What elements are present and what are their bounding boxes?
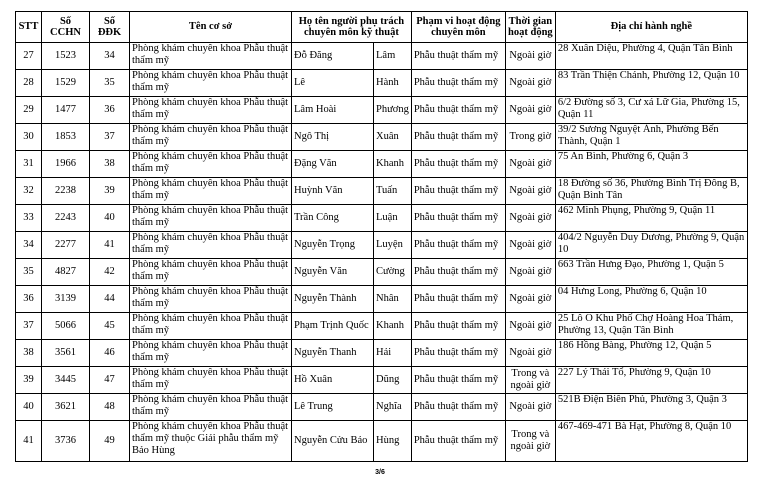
cell-address: 521B Điện Biên Phủ, Phường 3, Quận 3 <box>555 394 747 421</box>
cell-scope: Phẫu thuật thẩm mỹ <box>411 70 505 97</box>
cell-time: Ngoài giờ <box>505 340 555 367</box>
cell-person-first: Dũng <box>374 367 412 394</box>
cell-address: 39/2 Sương Nguyệt Ánh, Phường Bến Thành, Quận 1 <box>555 124 747 151</box>
cell-person-first: Hùng <box>374 421 412 462</box>
cell-facility: Phòng khám chuyên khoa Phẫu thuật thẩm mỹ <box>130 178 292 205</box>
cell-stt: 32 <box>16 178 42 205</box>
cell-ddk: 35 <box>90 70 130 97</box>
cell-stt: 33 <box>16 205 42 232</box>
cell-person-first: Lâm <box>374 43 412 70</box>
cell-ddk: 36 <box>90 97 130 124</box>
cell-facility: Phòng khám chuyên khoa Phẫu thuật thẩm mỹ <box>130 70 292 97</box>
cell-address: 28 Xuân Diệu, Phường 4, Quận Tân Bình <box>555 43 747 70</box>
cell-scope: Phẫu thuật thẩm mỹ <box>411 43 505 70</box>
cell-ddk: 39 <box>90 178 130 205</box>
header-cchn: Số CCHN <box>42 12 90 43</box>
cell-stt: 27 <box>16 43 42 70</box>
table-row <box>16 151 748 178</box>
table-row <box>16 367 748 394</box>
cell-facility: Phòng khám chuyên khoa Phẫu thuật thẩm mỹ thuộc Giải phẫu thẩm mỹ Bảo Hùng <box>130 421 292 462</box>
table-row <box>16 421 748 462</box>
cell-cchn: 1523 <box>42 43 90 70</box>
header-ddk: Số ĐĐK <box>90 12 130 43</box>
cell-stt: 36 <box>16 286 42 313</box>
table-row <box>16 313 748 340</box>
table-row <box>16 259 748 286</box>
cell-person-last: Nguyễn Cửu Bảo <box>292 421 374 462</box>
cell-person-last: Đỗ Đăng <box>292 43 374 70</box>
cell-ddk: 45 <box>90 313 130 340</box>
cell-person-first: Cường <box>374 259 412 286</box>
cell-person-first: Luận <box>374 205 412 232</box>
cell-time: Trong và ngoài giờ <box>505 421 555 462</box>
cell-scope: Phẫu thuật thẩm mỹ <box>411 151 505 178</box>
cell-address: 404/2 Nguyễn Duy Dương, Phường 9, Quận 10 <box>555 232 747 259</box>
cell-cchn: 3561 <box>42 340 90 367</box>
cell-ddk: 49 <box>90 421 130 462</box>
cell-stt: 35 <box>16 259 42 286</box>
cell-cchn: 3621 <box>42 394 90 421</box>
cell-person-first: Xuân <box>374 124 412 151</box>
header-time: Thời gian hoạt động <box>505 12 555 43</box>
cell-facility: Phòng khám chuyên khoa Phẫu thuật thẩm mỹ <box>130 367 292 394</box>
cell-time: Ngoài giờ <box>505 178 555 205</box>
cell-cchn: 1853 <box>42 124 90 151</box>
cell-person-last: Hồ Xuân <box>292 367 374 394</box>
cell-facility: Phòng khám chuyên khoa Phẫu thuật thẩm mỹ <box>130 97 292 124</box>
cell-stt: 41 <box>16 421 42 462</box>
table-row <box>16 205 748 232</box>
cell-person-first: Phương <box>374 97 412 124</box>
cell-person-first: Tuấn <box>374 178 412 205</box>
cell-ddk: 44 <box>90 286 130 313</box>
cell-scope: Phẫu thuật thẩm mỹ <box>411 232 505 259</box>
cell-address: 186 Hồng Bàng, Phường 12, Quận 5 <box>555 340 747 367</box>
cell-ddk: 48 <box>90 394 130 421</box>
cell-person-last: Huỳnh Văn <box>292 178 374 205</box>
cell-time: Ngoài giờ <box>505 232 555 259</box>
cell-ddk: 40 <box>90 205 130 232</box>
table-body <box>16 43 748 462</box>
cell-stt: 40 <box>16 394 42 421</box>
cell-time: Ngoài giờ <box>505 205 555 232</box>
cell-cchn: 1477 <box>42 97 90 124</box>
cell-address: 462 Minh Phụng, Phường 9, Quận 11 <box>555 205 747 232</box>
cell-stt: 37 <box>16 313 42 340</box>
table-row <box>16 178 748 205</box>
cell-ddk: 34 <box>90 43 130 70</box>
cell-address: 227 Lý Thái Tổ, Phường 9, Quận 10 <box>555 367 747 394</box>
cell-time: Trong và ngoài giờ <box>505 367 555 394</box>
table-row <box>16 97 748 124</box>
cell-cchn: 1529 <box>42 70 90 97</box>
header-scope: Phạm vi hoạt động chuyên môn <box>411 12 505 43</box>
table-row <box>16 394 748 421</box>
cell-stt: 39 <box>16 367 42 394</box>
header-stt: STT <box>16 12 42 43</box>
cell-person-last: Lê Trung <box>292 394 374 421</box>
cell-facility: Phòng khám chuyên khoa Phẫu thuật thẩm mỹ <box>130 232 292 259</box>
cell-stt: 28 <box>16 70 42 97</box>
cell-facility: Phòng khám chuyên khoa Phẫu thuật thẩm mỹ <box>130 340 292 367</box>
cell-address: 6/2 Đường số 3, Cư xá Lữ Gia, Phường 15, Quận 11 <box>555 97 747 124</box>
cell-ddk: 42 <box>90 259 130 286</box>
cell-person-last: Đặng Văn <box>292 151 374 178</box>
cell-cchn: 4827 <box>42 259 90 286</box>
cell-person-last: Nguyễn Trọng <box>292 232 374 259</box>
cell-person-first: Nhân <box>374 286 412 313</box>
cell-scope: Phẫu thuật thẩm mỹ <box>411 178 505 205</box>
cell-time: Ngoài giờ <box>505 313 555 340</box>
page-number: 3/6 <box>375 469 385 476</box>
cell-person-last: Lê <box>292 70 374 97</box>
cell-scope: Phẫu thuật thẩm mỹ <box>411 124 505 151</box>
cell-scope: Phẫu thuật thẩm mỹ <box>411 340 505 367</box>
cell-address: 04 Hưng Long, Phường 6, Quận 10 <box>555 286 747 313</box>
cell-scope: Phẫu thuật thẩm mỹ <box>411 394 505 421</box>
cell-ddk: 47 <box>90 367 130 394</box>
header-facility: Tên cơ sở <box>130 12 292 43</box>
header-row <box>16 12 748 43</box>
table-row <box>16 232 748 259</box>
cell-facility: Phòng khám chuyên khoa Phẫu thuật thẩm mỹ <box>130 151 292 178</box>
cell-scope: Phẫu thuật thẩm mỹ <box>411 205 505 232</box>
table-row <box>16 340 748 367</box>
cell-scope: Phẫu thuật thẩm mỹ <box>411 313 505 340</box>
cell-time: Ngoài giờ <box>505 394 555 421</box>
cell-person-last: Nguyễn Thành <box>292 286 374 313</box>
cell-cchn: 3736 <box>42 421 90 462</box>
cell-ddk: 41 <box>90 232 130 259</box>
cell-ddk: 46 <box>90 340 130 367</box>
clinic-table <box>15 11 748 462</box>
header-address: Địa chỉ hành nghề <box>555 12 747 43</box>
cell-time: Ngoài giờ <box>505 70 555 97</box>
cell-address: 18 Đường số 36, Phường Bình Trị Đông B, Quận Bình Tân <box>555 178 747 205</box>
cell-time: Ngoài giờ <box>505 286 555 313</box>
cell-time: Ngoài giờ <box>505 151 555 178</box>
cell-person-first: Luyện <box>374 232 412 259</box>
cell-cchn: 2238 <box>42 178 90 205</box>
cell-person-last: Nguyễn Thanh <box>292 340 374 367</box>
cell-cchn: 2277 <box>42 232 90 259</box>
cell-person-last: Phạm Trịnh Quốc <box>292 313 374 340</box>
cell-address: 75 An Bình, Phường 6, Quận 3 <box>555 151 747 178</box>
cell-cchn: 2243 <box>42 205 90 232</box>
cell-scope: Phẫu thuật thẩm mỹ <box>411 421 505 462</box>
cell-facility: Phòng khám chuyên khoa Phẫu thuật thẩm mỹ <box>130 124 292 151</box>
cell-stt: 31 <box>16 151 42 178</box>
cell-person-first: Nghĩa <box>374 394 412 421</box>
cell-person-first: Khanh <box>374 313 412 340</box>
cell-cchn: 3139 <box>42 286 90 313</box>
cell-facility: Phòng khám chuyên khoa Phẫu thuật thẩm mỹ <box>130 43 292 70</box>
cell-time: Ngoài giờ <box>505 97 555 124</box>
cell-address: 663 Trần Hưng Đạo, Phường 1, Quận 5 <box>555 259 747 286</box>
cell-person-last: Ngô Thị <box>292 124 374 151</box>
cell-person-first: Khanh <box>374 151 412 178</box>
cell-scope: Phẫu thuật thẩm mỹ <box>411 259 505 286</box>
cell-scope: Phẫu thuật thẩm mỹ <box>411 97 505 124</box>
cell-time: Trong giờ <box>505 124 555 151</box>
cell-scope: Phẫu thuật thẩm mỹ <box>411 367 505 394</box>
cell-facility: Phòng khám chuyên khoa Phẫu thuật thẩm mỹ <box>130 313 292 340</box>
cell-person-last: Trần Công <box>292 205 374 232</box>
cell-ddk: 38 <box>90 151 130 178</box>
cell-stt: 38 <box>16 340 42 367</box>
cell-person-first: Hải <box>374 340 412 367</box>
cell-facility: Phòng khám chuyên khoa Phẫu thuật thẩm mỹ <box>130 205 292 232</box>
cell-cchn: 1966 <box>42 151 90 178</box>
cell-cchn: 3445 <box>42 367 90 394</box>
cell-address: 83 Trần Thiện Chánh, Phường 12, Quận 10 <box>555 70 747 97</box>
cell-ddk: 37 <box>90 124 130 151</box>
cell-person-first: Hành <box>374 70 412 97</box>
cell-time: Ngoài giờ <box>505 43 555 70</box>
cell-address: 467-469-471 Bà Hạt, Phường 8, Quận 10 <box>555 421 747 462</box>
cell-facility: Phòng khám chuyên khoa Phẫu thuật thẩm mỹ <box>130 259 292 286</box>
cell-cchn: 5066 <box>42 313 90 340</box>
cell-person-last: Lâm Hoài <box>292 97 374 124</box>
table-row <box>16 43 748 70</box>
cell-scope: Phẫu thuật thẩm mỹ <box>411 286 505 313</box>
table-row <box>16 70 748 97</box>
cell-facility: Phòng khám chuyên khoa Phẫu thuật thẩm mỹ <box>130 394 292 421</box>
cell-facility: Phòng khám chuyên khoa Phẫu thuật thẩm mỹ <box>130 286 292 313</box>
cell-stt: 30 <box>16 124 42 151</box>
cell-time: Ngoài giờ <box>505 259 555 286</box>
cell-stt: 34 <box>16 232 42 259</box>
table-row <box>16 286 748 313</box>
table-row <box>16 124 748 151</box>
cell-address: 25 Lô O Khu Phố Chợ Hoàng Hoa Thám, Phường 13, Quận Tân Bình <box>555 313 747 340</box>
cell-person-last: Nguyễn Văn <box>292 259 374 286</box>
cell-stt: 29 <box>16 97 42 124</box>
header-person: Họ tên người phụ trách chuyên môn kỹ thuật <box>292 12 412 43</box>
